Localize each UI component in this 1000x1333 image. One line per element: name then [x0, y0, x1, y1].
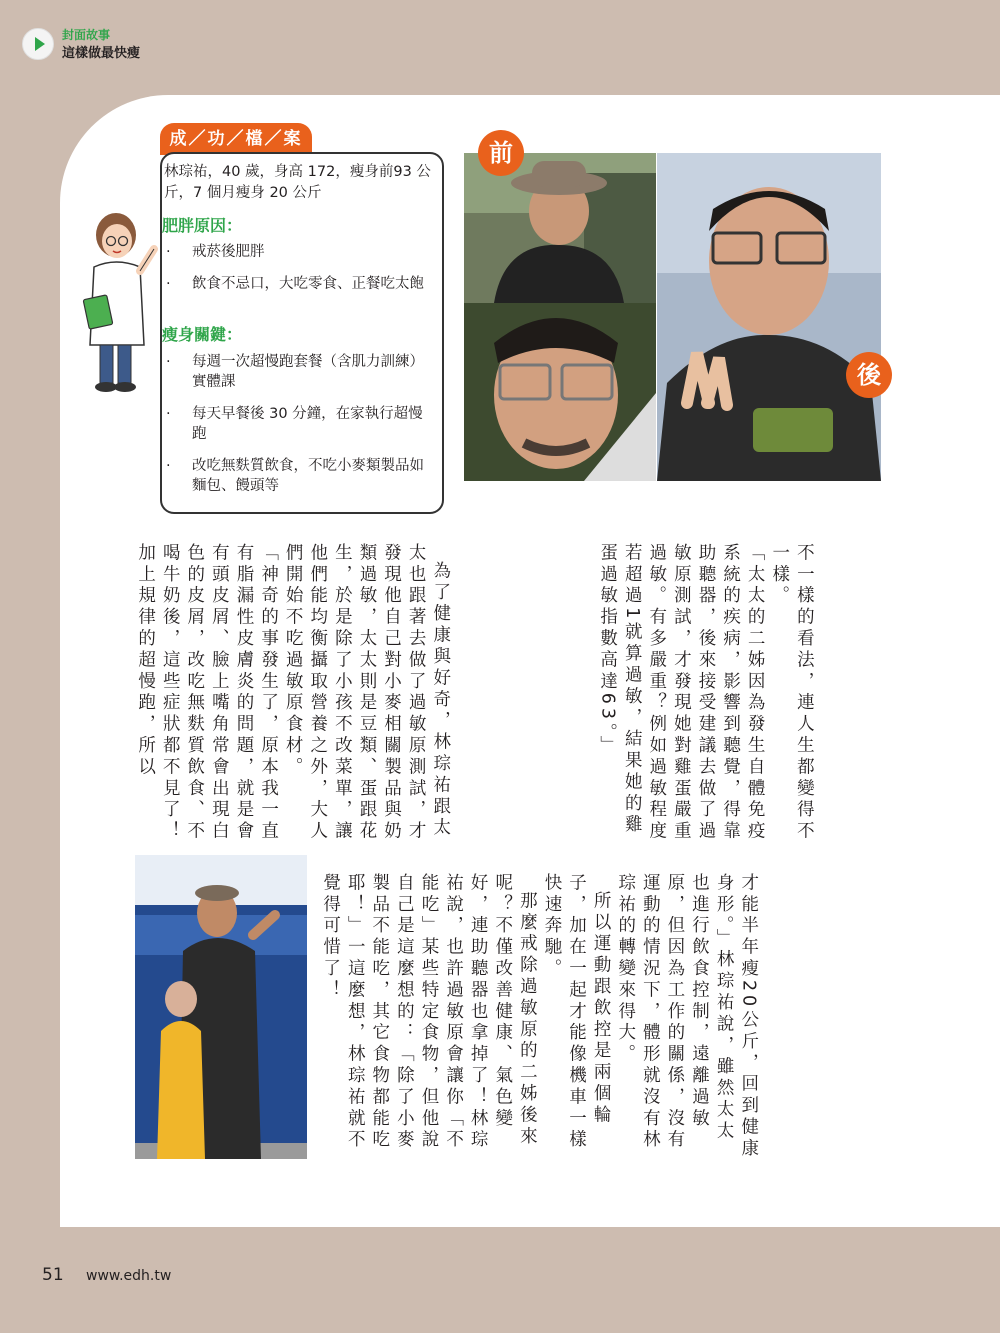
list-item: · 飲食不忌口，大吃零食、正餐吃太飽	[164, 274, 434, 294]
profile-intro: 林琮祐，40 歲，身高 172，瘦身前93 公斤，7 個月瘦身 20 公斤	[164, 164, 431, 201]
article-paragraph: 所以運動跟飲控是兩個輪子，加在一起才能像機車一樣快速奔馳。	[541, 873, 612, 1152]
footer-url[interactable]: www.edh.tw	[86, 1268, 172, 1284]
doctor-illustration	[80, 205, 160, 395]
list-item: · 戒菸後肥胖	[164, 242, 434, 262]
article-lower	[318, 873, 761, 1163]
keys-list	[164, 352, 434, 508]
keys-heading: 瘦身關鍵：	[162, 325, 243, 344]
article-paragraph: 「太太的二姊因為發生自體免疫系統的疾病，影響到聽覺，得靠助聽器，後來接受建議去做了過敏原測試，才發現她對雞蛋嚴重過敏。有多嚴重？例如過敏程度若超過1就算過敏，結果她的雞蛋過敏指數高達63。」	[597, 543, 766, 843]
reasons-list	[164, 242, 434, 306]
article-upper-left	[133, 543, 453, 853]
list-item: · 每天早餐後 30 分鐘，在家執行超慢跑	[164, 404, 434, 444]
article-paragraph: 才能半年瘦20公斤，回到健康身形。」林琮祐說，雖然太太也進行飲食控制，遠離過敏原，但因為工作的關係，沒有運動的情況下，體形就沒有林琮祐的轉變來得大。	[615, 873, 759, 1160]
article-paragraph: 那麼戒除過敏原的二姊後來呢？不僅改善健康、氣色變好，連助聽器也拿掉了！林琮祐說，也許過敏原會讓你「不能吃」某些特定食物，但他說自己是這麼想的：「除了小麥製品不能吃，其它食物都能吃耶！」一這麼想，林琮祐就不覺得可惜了！	[320, 873, 538, 1152]
before-photo-hiking	[464, 153, 656, 303]
after-badge: 後	[846, 352, 892, 398]
profile-card-tab: 成／功／檔／案	[160, 123, 312, 155]
before-badge: 前	[478, 130, 524, 176]
article-paragraph: 不一樣的看法，連人生都變得不一樣。	[769, 543, 815, 843]
list-item: · 改吃無麩質飲食，不吃小麥類製品如麵包、饅頭等	[164, 456, 434, 496]
article-paragraph: 為了健康與好奇，林琮祐跟太太也跟著去做了過敏原測試，才發現他自己對小麥相關製品與奶類過敏，太太則是豆類、蛋跟花生，於是除了小孩不改菜單，讓他們能均衡攝取營養之外，大人們開始不吃過敏原食材。	[283, 543, 451, 843]
section-label: 封面故事	[62, 28, 111, 42]
page-number: 51	[42, 1265, 64, 1285]
family-photo	[135, 855, 307, 1159]
article-upper-right	[595, 543, 816, 853]
before-photo-closeup	[464, 303, 656, 481]
section-title: 這樣做最快瘦	[62, 46, 141, 61]
play-icon	[22, 28, 54, 60]
after-photo	[657, 153, 881, 481]
article-paragraph: 「神奇的事發生了，原本我一直有脂漏性皮膚炎的問題，就是會有頭皮屑、臉上嘴角常會出現白色的皮屑，改吃無麩質飲食、不喝牛奶後，這些症狀都不見了！加上規律的超慢跑，所以	[135, 543, 279, 843]
reasons-heading: 肥胖原因：	[162, 216, 243, 235]
list-item: · 每週一次超慢跑套餐（含肌力訓練）實體課	[164, 352, 434, 392]
